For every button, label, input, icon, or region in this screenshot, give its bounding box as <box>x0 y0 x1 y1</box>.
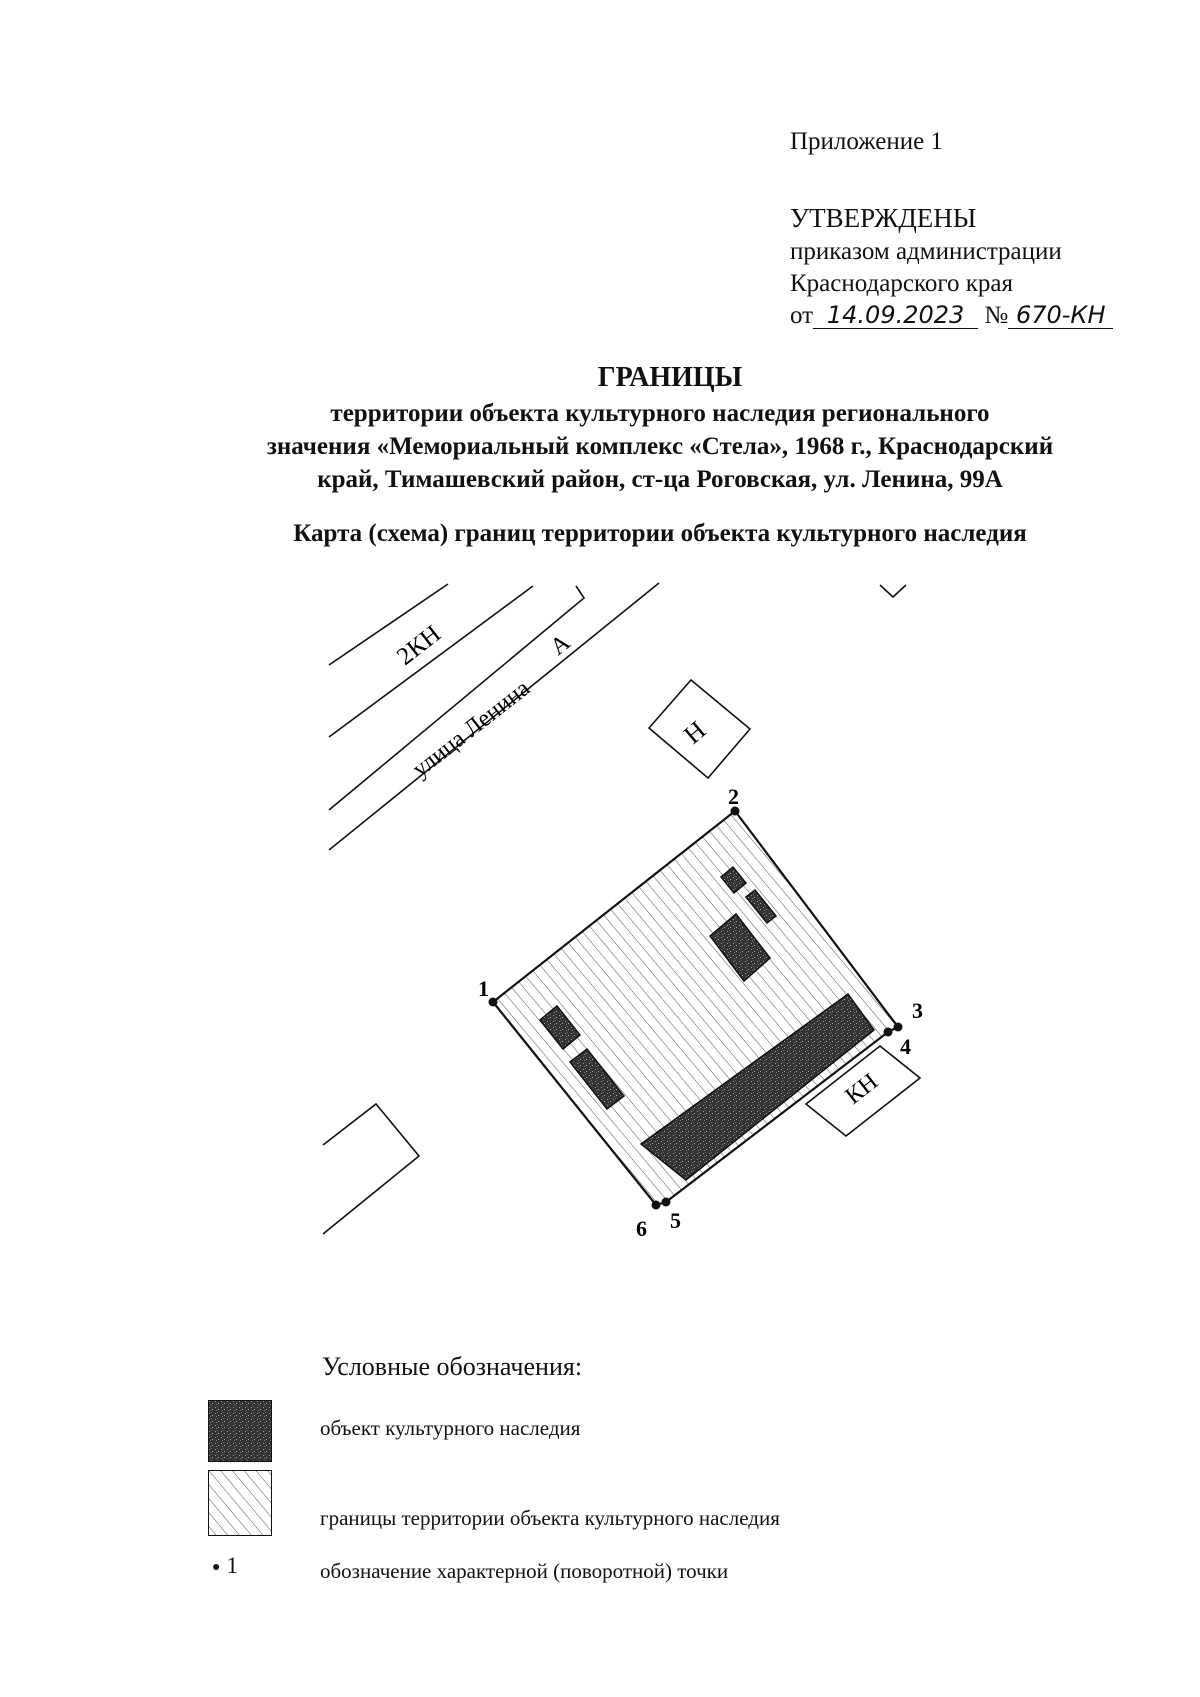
point-2-label: 2 <box>728 784 739 809</box>
legend-item-boundary: границы территории объекта культурного наследия <box>320 1506 780 1530</box>
appendix-label: Приложение 1 <box>790 128 943 155</box>
point-3-label: 3 <box>912 998 923 1023</box>
order-number: 670-КН <box>1008 302 1113 329</box>
document-title: ГРАНИЦЫ <box>597 362 743 393</box>
map-title: Карта (схема) границ территории объекта культурного наследия <box>293 520 1027 547</box>
legend-boundary-swatch <box>208 1470 272 1536</box>
legend-title: Условные обозначения: <box>322 1352 583 1381</box>
order-number-sign: № <box>984 302 1009 329</box>
legend-heritage-swatch <box>208 1400 272 1462</box>
point-4-label: 4 <box>900 1034 911 1059</box>
approved-title: УТВЕРЖДЕНЫ <box>790 203 977 233</box>
subtitle-line-1: территории объекта культурного наследия регионального <box>330 400 990 427</box>
neighbor-plot-outline <box>323 1104 419 1234</box>
legend-point-number: 1 <box>226 1553 238 1578</box>
point-5-marker <box>662 1198 671 1207</box>
point-3-marker <box>894 1023 903 1032</box>
point-5-label: 5 <box>670 1208 681 1233</box>
label-street-lenina: улица Ленина <box>407 675 535 783</box>
legend-item-point: обозначение характерной (поворотной) точки <box>320 1559 729 1583</box>
legend-point-dot-icon: ● <box>212 1559 221 1575</box>
label-zone-kh: КН <box>840 1068 883 1110</box>
label-2kn: 2КН <box>392 620 446 671</box>
street-line-3 <box>329 586 584 810</box>
legend-item-heritage: объект культурного наследия <box>320 1416 581 1440</box>
legend-point-sample <box>212 1553 238 1579</box>
approved-line-1: приказом администрации <box>790 238 1062 265</box>
point-1-marker <box>489 998 498 1007</box>
subtitle-line-3: край, Тимашевский район, ст-ца Роговская, ул. Ленина, 99А <box>317 466 1003 493</box>
point-1-label: 1 <box>478 976 489 1001</box>
north-mark <box>880 585 906 597</box>
order-date: 14.09.2023 <box>813 302 978 329</box>
approved-line-2: Краснодарского края <box>790 270 1013 297</box>
label-zone-a: А <box>545 629 576 661</box>
order-prefix: от <box>790 302 814 329</box>
label-zone-h: Н <box>678 715 712 750</box>
point-6-marker <box>652 1201 661 1210</box>
point-4-marker <box>884 1028 893 1037</box>
subtitle-line-2: значения «Мемориальный комплекс «Стела», 1968 г., Краснодарский <box>266 433 1054 460</box>
point-6-label: 6 <box>636 1216 647 1241</box>
